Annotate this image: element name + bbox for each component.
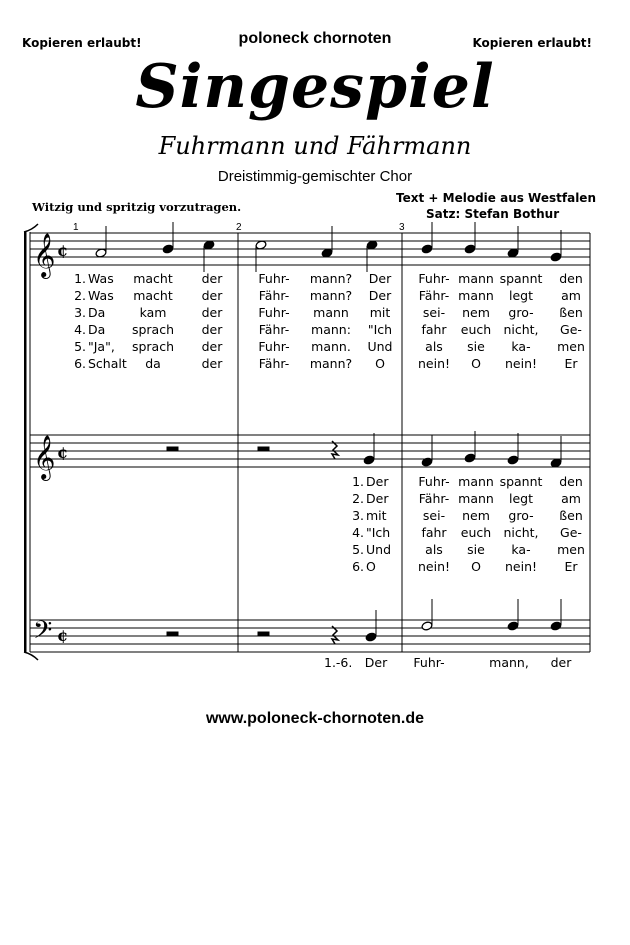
lyric-syllable: macht xyxy=(133,288,173,303)
lyric-syllable: O xyxy=(375,356,385,371)
lyric-syllable: macht xyxy=(133,271,173,286)
lyric-syllable: Da xyxy=(88,305,106,320)
lyric-syllable: sei- xyxy=(422,508,446,523)
lyric-syllable: sprach xyxy=(131,322,175,337)
page-title: Singespiel xyxy=(135,52,495,122)
verse-number: 1. xyxy=(352,474,364,489)
lyric-syllable: sie xyxy=(467,339,485,354)
lyric-syllable: als xyxy=(425,339,443,354)
lyric-syllable: der xyxy=(201,356,223,371)
lyric-syllable: nein! xyxy=(504,559,538,574)
lyric-syllable: Fähr- xyxy=(258,322,290,337)
lyric-syllable: "Ich xyxy=(366,525,391,540)
lyric-syllable: Der xyxy=(368,271,392,286)
staff-2-notes xyxy=(167,431,562,468)
lyric-syllable: euch xyxy=(460,322,492,337)
lyric-syllable: den xyxy=(559,271,583,286)
staff-3-notes xyxy=(167,599,562,644)
lyric-syllable: mit xyxy=(369,305,391,320)
lyric-syllable: nein! xyxy=(504,356,538,371)
lyric-syllable: ka- xyxy=(511,542,531,557)
staff-1 xyxy=(30,233,590,265)
lyric-syllable: kam xyxy=(139,305,167,320)
lyric-syllable: Der xyxy=(364,655,388,670)
lyric-syllable: Der xyxy=(366,474,389,489)
copy-allowed-left: Kopieren erlaubt! xyxy=(22,36,142,50)
lyric-syllable: nein! xyxy=(417,356,451,371)
lyric-syllable: gro- xyxy=(508,305,534,320)
measure-number-2: 2 xyxy=(236,222,242,233)
lyric-syllable: nein! xyxy=(417,559,451,574)
verse-number: 2. xyxy=(74,288,86,303)
lyric-syllable: da xyxy=(145,356,161,371)
lyric-syllable: Fuhr- xyxy=(418,271,450,286)
choir-type: Dreistimmig-gemischter Chor xyxy=(217,168,413,185)
cut-time-icon: ¢ xyxy=(57,443,69,462)
lyric-syllable: legt xyxy=(509,288,533,303)
lyric-syllable: fahr xyxy=(421,322,447,337)
lyric-syllable: nicht, xyxy=(503,322,539,337)
cut-time-icon: ¢ xyxy=(57,626,69,645)
lyric-syllable: der xyxy=(201,305,223,320)
bass-clef-icon: 𝄢 xyxy=(33,616,53,651)
lyric-syllable: mann xyxy=(458,288,494,303)
lyric-syllable: der xyxy=(201,339,223,354)
lyric-syllable: der xyxy=(550,655,572,670)
lyric-syllable: mann. xyxy=(311,339,351,354)
verse-number: 4. xyxy=(74,322,86,337)
quarter-rest-icon xyxy=(332,441,338,459)
lyric-syllable: Fähr- xyxy=(418,288,450,303)
lyric-syllable: mann xyxy=(313,305,349,320)
lyric-syllable: Und xyxy=(366,542,392,557)
lyric-syllable: Er xyxy=(564,356,578,371)
lyric-syllable: den xyxy=(559,474,583,489)
tempo-marking: Witzig und spritzig vorzutragen. xyxy=(32,200,242,214)
lyric-syllable: "Ja", xyxy=(88,339,115,354)
lyric-syllable: Fuhr- xyxy=(418,474,450,489)
verse-number: 2. xyxy=(352,491,364,506)
lyric-syllable: Fuhr- xyxy=(413,655,445,670)
verse-number: 5. xyxy=(74,339,86,354)
lyric-syllable: Ge- xyxy=(560,525,582,540)
lyric-syllable: Er xyxy=(564,559,578,574)
half-rest-icon xyxy=(258,632,269,636)
lyric-syllable: mann? xyxy=(309,356,353,371)
lyric-syllable: der xyxy=(201,322,223,337)
lyric-syllable: Der xyxy=(366,491,389,506)
lyric-syllable: O xyxy=(366,559,376,574)
verse-number: 3. xyxy=(74,305,86,320)
lyric-syllable: O xyxy=(471,356,481,371)
verse-number: 6. xyxy=(352,559,364,574)
treble-clef-icon: 𝄞 xyxy=(33,233,56,277)
lyric-syllable: Fuhr- xyxy=(258,271,290,286)
lyric-syllable: Fuhr- xyxy=(258,339,290,354)
lyric-syllable: sprach xyxy=(131,339,175,354)
lyric-syllable: ßen xyxy=(559,305,583,320)
quarter-rest-icon xyxy=(332,626,338,644)
lyric-syllable: Schalt xyxy=(88,356,127,371)
lyric-syllable: der xyxy=(201,271,223,286)
publisher-name: poloneck chornoten xyxy=(238,30,392,47)
credit-arrangement: Satz: Stefan Bothur xyxy=(426,207,560,221)
lyric-syllable: mann xyxy=(458,474,494,489)
measure-number-1: 1 xyxy=(73,222,79,233)
lyric-syllable: "Ich xyxy=(367,322,393,337)
lyric-syllable: am xyxy=(561,288,581,303)
lyric-syllable: ka- xyxy=(511,339,531,354)
lyric-syllable: als xyxy=(425,542,443,557)
lyric-syllable: sie xyxy=(467,542,485,557)
lyric-syllable: mit xyxy=(366,508,387,523)
lyric-syllable: nicht, xyxy=(503,525,539,540)
lyric-syllable: Fähr- xyxy=(418,491,450,506)
lyric-syllable: Ge- xyxy=(560,322,582,337)
lyric-syllable: sei- xyxy=(422,305,446,320)
verse-number: 1. xyxy=(74,271,86,286)
lyric-syllable: Was xyxy=(88,288,114,303)
lyric-syllable: Fähr- xyxy=(258,356,290,371)
staff-2 xyxy=(30,435,590,467)
lyric-syllable: nem xyxy=(462,508,490,523)
verse-number: 3. xyxy=(352,508,364,523)
lyric-syllable: mann: xyxy=(311,322,351,337)
copy-allowed-right: Kopieren erlaubt! xyxy=(472,36,592,50)
verse-number: 6. xyxy=(74,356,86,371)
verse-number: 5. xyxy=(352,542,364,557)
lyric-syllable: Was xyxy=(88,271,114,286)
half-rest-icon xyxy=(167,447,178,451)
lyric-syllable: mann? xyxy=(309,288,353,303)
lyric-syllable: O xyxy=(471,559,481,574)
measure-number-3: 3 xyxy=(399,222,405,233)
footer-url: www.poloneck-chornoten.de xyxy=(205,710,425,727)
lyric-syllable: fahr xyxy=(421,525,447,540)
lyric-syllable: mann, xyxy=(489,655,529,670)
lyric-syllable: mann xyxy=(458,271,494,286)
credit-text-melody: Text + Melodie aus Westfalen xyxy=(396,191,596,205)
lyric-syllable: am xyxy=(561,491,581,506)
lyric-syllable: mann xyxy=(458,491,494,506)
lyric-syllable: spannt xyxy=(499,271,543,286)
treble-clef-icon: 𝄞 xyxy=(33,435,56,479)
lyric-syllable: Fähr- xyxy=(258,288,290,303)
lyric-syllable: der xyxy=(201,288,223,303)
lyric-syllable: euch xyxy=(460,525,492,540)
lyric-syllable: Der xyxy=(368,288,392,303)
lyric-syllable: nem xyxy=(462,305,490,320)
lyric-syllable: ßen xyxy=(559,508,583,523)
lyric-syllable: Da xyxy=(88,322,106,337)
lyric-syllable: men xyxy=(557,542,585,557)
lyric-syllable: legt xyxy=(509,491,533,506)
verse-number: 4. xyxy=(352,525,364,540)
half-rest-icon xyxy=(167,632,178,636)
verse-number: 1.-6. xyxy=(324,655,353,670)
page-subtitle: Fuhrmann und Fährmann xyxy=(158,132,472,160)
lyric-syllable: mann? xyxy=(309,271,353,286)
staff-3 xyxy=(30,620,590,652)
lyric-syllable: Und xyxy=(367,339,393,354)
lyric-syllable: Fuhr- xyxy=(258,305,290,320)
lyric-syllable: gro- xyxy=(508,508,534,523)
cut-time-icon: ¢ xyxy=(57,241,69,260)
half-rest-icon xyxy=(258,447,269,451)
lyric-syllable: men xyxy=(557,339,585,354)
lyric-syllable: spannt xyxy=(499,474,543,489)
